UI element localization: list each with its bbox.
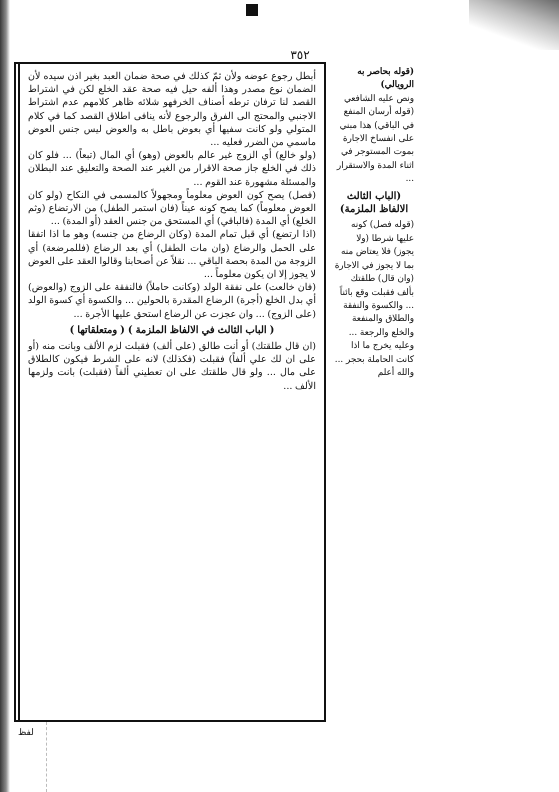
page-top-mark	[246, 4, 258, 16]
scan-corner-shadow	[469, 0, 559, 50]
margin-text-1: ونص عليه الشافعي (قوله أرسان المنفع في الباقي) هذا مبني على انفساخ الاجارة بموت المستوجر في اثناء المدة والاستقرار ...	[336, 93, 414, 185]
catch-word: لفظ	[18, 728, 34, 738]
main-paragraph-1: أبطل رجوع عوضه ولأن ثمّ كذلك في صحة ضمان العبد بغير اذن سيده لأن الضمان نوع مصدر وهذا ألفه حيل فيه صحة عقد الخلع لكن في اشتراط القصد لنا ترفان ترطه أصناف الخرفهو شلائه ظاهر كلامهم عدم اشتراط الاجنبي والمحتج الى الفرق والرجوع لأنه ينافى اطلاق القصد كما في كلام المتولي ولو كانت سفيها أي بعوض باطل به والعوض ليس جنس العوض ماسمي من الضرر فعليه ...	[28, 71, 316, 149]
main-paragraph-6: (ان قال طلقتك) أو أنت طالق (على ألف) فقبلت لزم الألف وبانت منه (أو على ان لك علي ألفاً) فقبلت (فكذلك) لانه على الشرط فيكون كالطلاق على مال ... ولو قال طلقتك على ان تعطيني ألفاً (فقبلت) بانت ولزمها الألف ...	[28, 341, 316, 392]
page-number: ٣٥٢	[290, 48, 310, 62]
margin-section-title: (الباب الثالث الالفاظ الملزمة)	[339, 190, 409, 216]
gutter-line	[46, 722, 48, 792]
main-paragraph-2: (ولو خالع) أي الزوج غير عالم بالعوض (وهو) أي المال (تبعاً) ... فلو كان ذلك في الخلع جاز صحة الاقرار من الغير عند الصحة والتعليق عند البطلان والمسئلة مشهورة عند القوم ...	[28, 150, 316, 188]
main-text-frame	[18, 62, 326, 722]
main-paragraph-4: (اذا ارتضع) أي قبل تمام المدة (وكان الرضاع من جنسه) وهو ما اذا اتفقا على الحمل والرضاع (وان مات الطفل) أي بعد الرضاع (فللمرضعة) أي الزوجة من المدة بحصة الباقي ... نقلاً عن أصحابنا وقالوا العقد على العوض لا يجوز إلا ان يكون معلوماً ...	[28, 229, 316, 281]
main-paragraph-5: (فان خالعت) على نفقة الولد (وكانت حاملاً) فالنفقة على الزوج (والعوض) أي بدل الخلع (أجرة) الرضاع المقدرة بالحولين ... والكسوة أي كسوة الولد (على الزوج) ... وان عجزت عن الرضاع استحق عليها الأجرة ...	[28, 282, 316, 320]
main-paragraph-3: (فصل) يصح كون العوض معلوماً ومجهولاً كالمسمى في النكاح (ولو كان العوض معلوماً) كما يصح كونه عيناً (فان استمر الطفل) من الارتضاع (وثم الخلع) أي المدة (فالباقي) أي المستحق من جنس العقد (أو المدة) ...	[28, 189, 316, 228]
margin-text-2: (قوله فصل) كونه عليها شرطا (ولا يجوز) فلا يعتاض منه بما لا يجوز في الاجارة (وان قال) طلقتك بألف فقبلت وقع بائناً ... والكسوة والنفقة والطلاق والمنفعة والخلع والرجعة ...	[334, 220, 414, 338]
scan-edge-shadow	[0, 0, 10, 792]
margin-heading: (قوله بحاصر به الرويالي)	[357, 67, 414, 91]
margin-text-3: وعليه يخرج ما اذا كانت الحاملة بحجر ... والله أعلم	[334, 341, 414, 378]
section-title: ( الباب الثالث في الالفاظ الملزمة ) ( ومتعلقاتها )	[69, 324, 275, 336]
margin-commentary	[330, 62, 416, 562]
